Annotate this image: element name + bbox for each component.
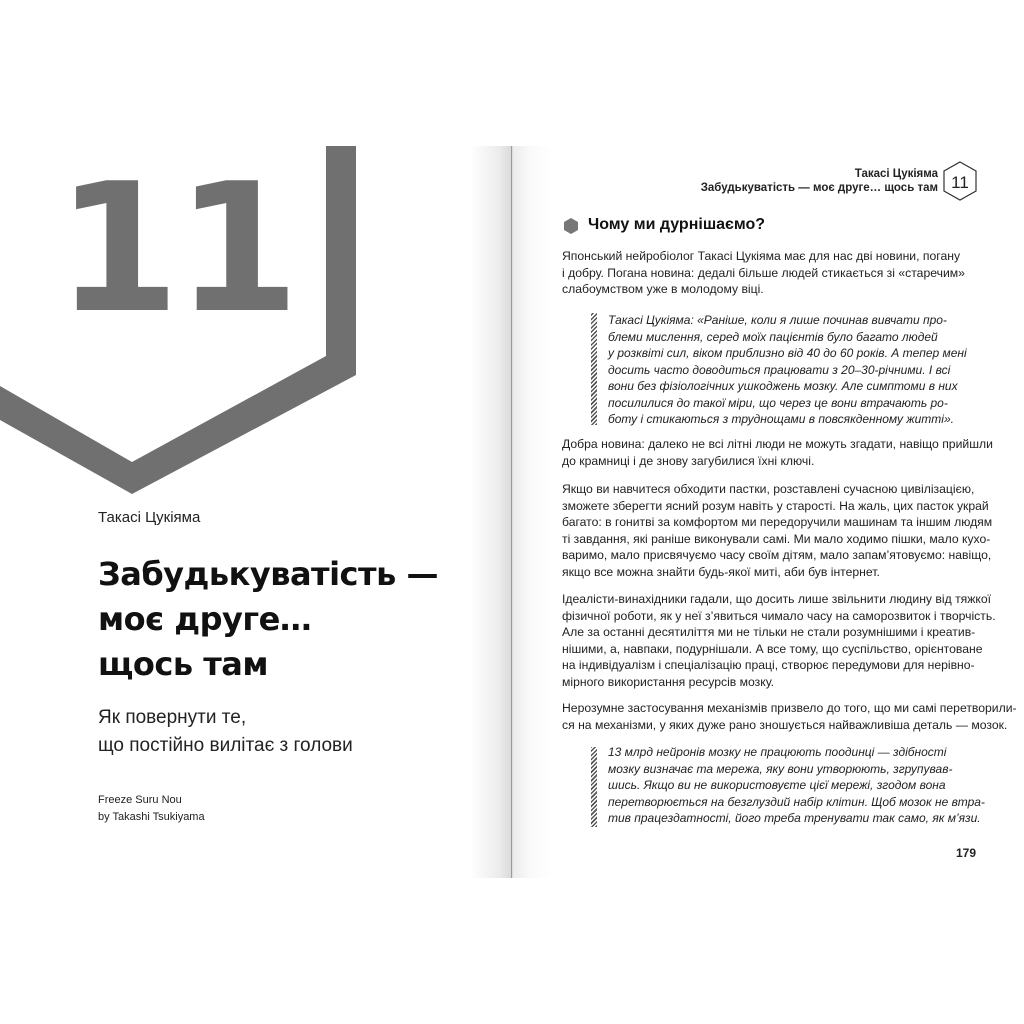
quote-line: досить часто доводиться працювати з 20–30-річними. І всі	[608, 362, 951, 377]
paragraph-line: варимо, мало присвячуємо часу своїм дітям, мало запам’ятовуємо: навіщо,	[562, 548, 992, 562]
quote-bar	[591, 313, 597, 425]
paragraph-line: нішими, а, навпаки, подурнішали. А все тому, що суспільство, орієнтоване	[562, 641, 983, 656]
book-title-line: Забудькуватість —	[98, 555, 438, 593]
right-page	[512, 0, 1024, 1024]
quote-line: тив працездатності, його треба тренувати так само, як м’язи.	[608, 811, 981, 825]
paragraph-line: і добру. Погана новина: дедалі більше людей стикається зі «старечим»	[562, 265, 965, 280]
paragraph-line: слабоумством уже в молодому віці.	[562, 282, 764, 296]
book-title	[98, 552, 438, 687]
quote-line: мозку визначає та мережа, яку вони утворюють, згрупував-	[608, 761, 953, 776]
quote-line: вони без фізіологічних ушкоджень мозку. Але симптоми в них	[608, 379, 958, 393]
body-paragraph	[562, 700, 1017, 733]
quote-line: боту і стикаються з труднощами в повсякденному житті».	[608, 412, 954, 426]
quote-line: перетворюється на безглуздий набір клітин. Щоб мозок не втра-	[608, 794, 985, 809]
quote-line: 13 млрд нейронів мозку не працюють поодинці — здібності	[608, 745, 947, 759]
paragraph-line: до крамниці і де знову загубилися їхні ключі.	[562, 453, 815, 468]
paragraph-line: ся на механізми, у яких дуже рано зношується найважливіша деталь — мозок.	[562, 717, 1008, 732]
body-paragraph	[562, 481, 993, 580]
book-subtitle-line: що постійно вилітає з голови	[98, 735, 353, 756]
quote-line: блеми мислення, серед моїх пацієнтів було багато людей	[608, 329, 938, 344]
paragraph-line: мірного використання ресурсів мозку.	[562, 674, 774, 689]
paragraph-line: Нерозумне застосування механізмів призвело до того, що ми самі перетворили-	[562, 701, 1017, 715]
quote-bar	[591, 747, 597, 827]
paragraph-line: Але за останні десятиліття ми не тільки не стали розумнішими і креатив-	[562, 625, 976, 639]
book-title-line: щось там	[98, 645, 268, 683]
paragraph-line: Ідеалісти-винахідники гадали, що досить лише звільнити людину від тяжкої	[562, 592, 992, 606]
paragraph-line: Японський нейробіолог Такасі Цукіяма має для нас дві новини, погану	[562, 249, 961, 263]
quote-line: Такасі Цукіяма: «Раніше, коли я лише починав вивчати про-	[608, 313, 947, 327]
paragraph-line: якщо все можна знайти будь-якої миті, аби був інтернет.	[562, 564, 880, 579]
section-heading-text: Чому ми дурнішаємо?	[588, 216, 766, 233]
chapter-hexagon-number: 11	[951, 173, 969, 192]
page-number: 179	[956, 846, 977, 860]
chapter-number: 11	[56, 145, 296, 352]
original-author: by Takashi Tsukiyama	[98, 811, 205, 823]
running-head	[701, 167, 938, 195]
author-name: Такасі Цукіяма	[98, 509, 201, 526]
original-title: Freeze Suru Nou	[98, 794, 182, 806]
paragraph-line: фізичної роботи, як у неї з’явиться чимало часу на саморозвиток і творчість.	[562, 608, 996, 623]
paragraph-line: на індивідуалізм і спеціалізацію праці, створює передумови для нерівно-	[562, 658, 975, 672]
body-paragraph	[562, 436, 993, 469]
block-quote	[608, 312, 980, 428]
running-head-title: Забудькуватість — моє друге… щось там	[700, 182, 938, 194]
body-paragraph	[562, 591, 996, 690]
chapter-hexagon-icon	[942, 161, 978, 201]
block-quote	[608, 744, 985, 827]
book-title-line: моє друге…	[98, 600, 312, 638]
body-paragraph	[562, 248, 978, 298]
quote-line: посилилися до такої міри, що через це вони втрачають ро-	[608, 395, 948, 410]
section-heading	[562, 216, 765, 234]
book-subtitle	[98, 704, 353, 760]
paragraph-line: багато: в гонитві за комфортом ми передоручили машинам та іншим людям	[562, 515, 993, 529]
book-subtitle-line: Як повернути те,	[98, 707, 247, 728]
original-edition-info	[98, 792, 205, 826]
quote-line: у розквіті сил, віком приблизно від 40 до 60 років. А тепер мені	[608, 346, 967, 360]
paragraph-line: Добра новина: далеко не всі літні люди не можуть згадати, навіщо прийшли	[562, 437, 993, 451]
paragraph-line: зможете зберегти ясний розум навіть у старості. На жаль, цих пасток украй	[562, 498, 989, 513]
paragraph-line: ті завдання, які раніше виконували самі. Ми мало ходимо пішки, мало кухо-	[562, 531, 991, 546]
running-head-author: Такасі Цукіяма	[854, 168, 938, 180]
quote-line: шись. Якщо ви не використовуєте цієї мережі, згодом вона	[608, 778, 946, 792]
paragraph-line: Якщо ви навчитеся обходити пастки, розставлені сучасною цивілізацією,	[562, 482, 975, 496]
